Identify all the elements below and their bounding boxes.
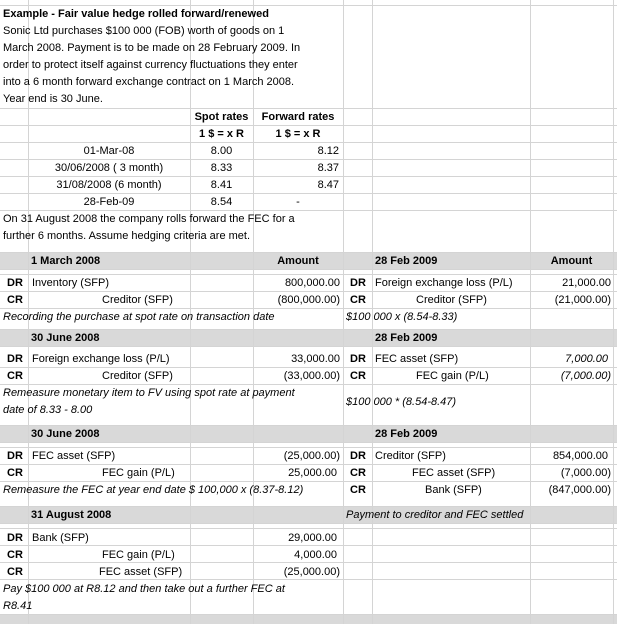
journal-date: 31 August 2008	[31, 509, 112, 521]
journal-side: DR	[7, 353, 23, 365]
journal-side: CR	[350, 294, 366, 306]
journal-account: Bank (SFP)	[425, 484, 482, 496]
journal-amount: (7,000.00)	[560, 370, 611, 382]
journal-side: CR	[350, 370, 366, 382]
journal-date: 28 Feb 2009	[375, 332, 438, 344]
journal-account: FEC asset (SFP)	[375, 353, 459, 365]
rate-date: 31/08/2008 (6 month)	[56, 179, 162, 191]
forward-rate: 8.37	[317, 162, 339, 174]
journal-side: DR	[7, 450, 23, 462]
example-title: Example - Fair value hedge rolled forward/renewed	[3, 8, 269, 20]
journal-amount: 21,000.00	[562, 277, 611, 289]
journal-account: Creditor (SFP)	[102, 294, 173, 306]
journal-side: CR	[7, 467, 23, 479]
rate-date: 30/06/2008 ( 3 month)	[54, 162, 164, 174]
journal-side: DR	[350, 277, 366, 289]
forward-rate: 8.47	[317, 179, 339, 191]
journal-amount: 33,000.00	[291, 353, 340, 365]
journal-amount: (33,000.00)	[283, 370, 340, 382]
journal-side: DR	[7, 277, 23, 289]
journal-note: Payment to creditor and FEC settled	[346, 509, 524, 521]
intro-line-1: Sonic Ltd purchases $100 000 (FOB) worth of goods on 1	[3, 25, 285, 37]
journal-amount: (25,000.00)	[283, 566, 340, 578]
rollover-note-line-1: On 31 August 2008 the company rolls forward the FEC for a	[3, 213, 295, 225]
journal-amount: (21,000.00)	[554, 294, 611, 306]
left-date-header: 1 March 2008	[31, 255, 101, 267]
intro-line-4: into a 6 month forward exchange contract on 1 March 2008.	[3, 76, 295, 88]
intro-line-2: March 2008. Payment is to be made on 28 February 2009. In	[3, 42, 301, 54]
forward-unit: 1 $ = x R	[275, 128, 321, 140]
spot-rate: 8.54	[210, 196, 233, 208]
rate-date: 28-Feb-09	[83, 196, 135, 208]
intro-line-5: Year end is 30 June.	[3, 93, 103, 105]
journal-amount: (800,000.00)	[277, 294, 340, 306]
journal-account: Creditor (SFP)	[375, 450, 446, 462]
journal-side: DR	[7, 532, 23, 544]
journal-note: $100 000 x (8.54-8.33)	[346, 311, 458, 323]
journal-side: CR	[7, 566, 23, 578]
right-amount-header: Amount	[550, 255, 593, 267]
spot-rates-header: Spot rates	[194, 111, 249, 123]
spot-unit: 1 $ = x R	[199, 128, 244, 140]
journal-account: FEC asset (SFP)	[412, 467, 496, 479]
journal-amount: (25,000.00)	[283, 450, 340, 462]
journal-side: DR	[350, 353, 366, 365]
journal-account: FEC asset (SFP)	[32, 450, 116, 462]
rollover-note-line-2: further 6 months. Assume hedging criteria are met.	[3, 230, 251, 242]
journal-side: DR	[350, 450, 366, 462]
journal-side: CR	[7, 549, 23, 561]
journal-account: FEC gain (P/L)	[416, 370, 489, 382]
journal-side: CR	[7, 370, 23, 382]
journal-note: Recording the purchase at spot rate on transaction date	[3, 311, 275, 323]
journal-date: 30 June 2008	[31, 332, 100, 344]
journal-note: Remeasure the FEC at year end date $ 100,000 x (8.37-8.12)	[3, 484, 304, 496]
intro-line-3: order to protect itself against currency fluctuations they enter	[3, 59, 298, 71]
journal-amount: 800,000.00	[284, 277, 340, 289]
journal-account: FEC gain (P/L)	[102, 549, 175, 561]
journal-account: Bank (SFP)	[32, 532, 89, 544]
journal-amount: 854,000.00	[552, 450, 608, 462]
journal-note: R8.41	[3, 600, 33, 612]
forward-rate: -	[296, 196, 300, 208]
journal-account: Creditor (SFP)	[416, 294, 487, 306]
bottom-band	[0, 614, 617, 624]
journal-amount: 29,000.00	[288, 532, 337, 544]
journal-note: Remeasure monetary item to FV using spot rate at payment	[3, 387, 295, 399]
rate-date: 01-Mar-08	[83, 145, 135, 157]
journal-amount: 4,000.00	[294, 549, 337, 561]
spot-rate: 8.41	[210, 179, 233, 191]
journal-account: Foreign exchange loss (P/L)	[375, 277, 513, 289]
spot-rate: 8.33	[210, 162, 233, 174]
journal-note: Pay $100 000 at R8.12 and then take out a further FEC at	[3, 583, 285, 595]
journal-account: FEC gain (P/L)	[102, 467, 175, 479]
spot-rate: 8.00	[210, 145, 233, 157]
journal-side: CR	[350, 467, 366, 479]
journal-account: FEC asset (SFP)	[99, 566, 183, 578]
journal-amount: 7,000.00	[565, 353, 608, 365]
journal-amount: (7,000.00)	[560, 467, 611, 479]
journal-account: Creditor (SFP)	[102, 370, 173, 382]
forward-rates-header: Forward rates	[261, 111, 335, 123]
left-amount-header: Amount	[277, 255, 319, 267]
journal-note: $100 000 * (8.54-8.47)	[346, 396, 457, 408]
forward-rate: 8.12	[317, 145, 339, 157]
journal-side: CR	[7, 294, 23, 306]
journal-date: 30 June 2008	[31, 428, 100, 440]
journal-date: 28 Feb 2009	[375, 428, 438, 440]
journal-amount: (847,000.00)	[548, 484, 611, 496]
journal-account: Foreign exchange loss (P/L)	[32, 353, 170, 365]
journal-side: CR	[350, 484, 366, 496]
journal-account: Inventory (SFP)	[32, 277, 110, 289]
journal-note: date of 8.33 - 8.00	[3, 404, 93, 416]
right-date-header: 28 Feb 2009	[375, 255, 438, 267]
journal-amount: 25,000.00	[288, 467, 337, 479]
